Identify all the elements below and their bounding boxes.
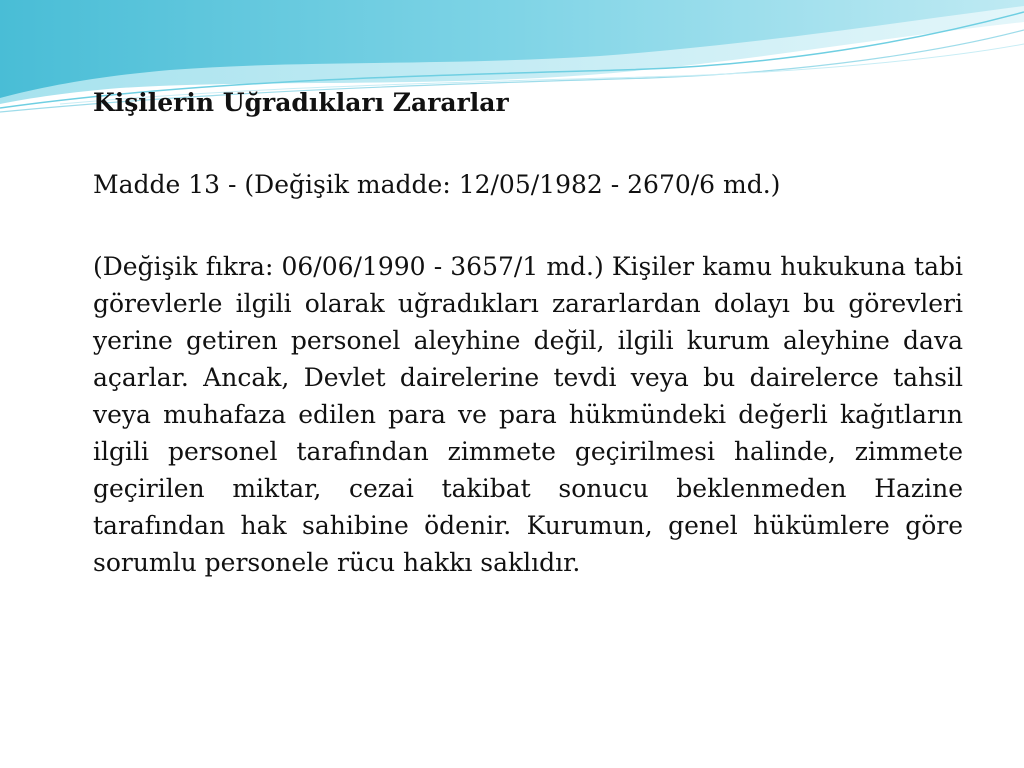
slide-content — [93, 88, 963, 581]
slide-title: Kişilerin Uğradıkları Zararlar — [93, 88, 509, 117]
article-body: (Değişik fıkra: 06/06/1990 - 3657/1 md.) Kişiler kamu hukukuna tabi görevlerle ilgili olarak uğradıkları zararlardan dolayı bu görevleri yerine getiren personel aleyhine değil, ilgili kurum aleyhine dava açarlar. Ancak, Devlet dairelerine tevdi veya bu dairelerce tahsil veya muhafaza edilen para ve para hükmündeki değerli kağıtların ilgili personel tarafından zimmete geçirilmesi halinde, zimmete geçirilen miktar, cezai takibat sonucu beklenmeden Hazine tarafından hak sahibine ödenir. Kurumun, genel hükümlere göre sorumlu personele rücu hakkı saklıdır. — [93, 252, 963, 577]
article-heading: Madde 13 - (Değişik madde: 12/05/1982 - 2670/6 md.) — [93, 170, 781, 199]
